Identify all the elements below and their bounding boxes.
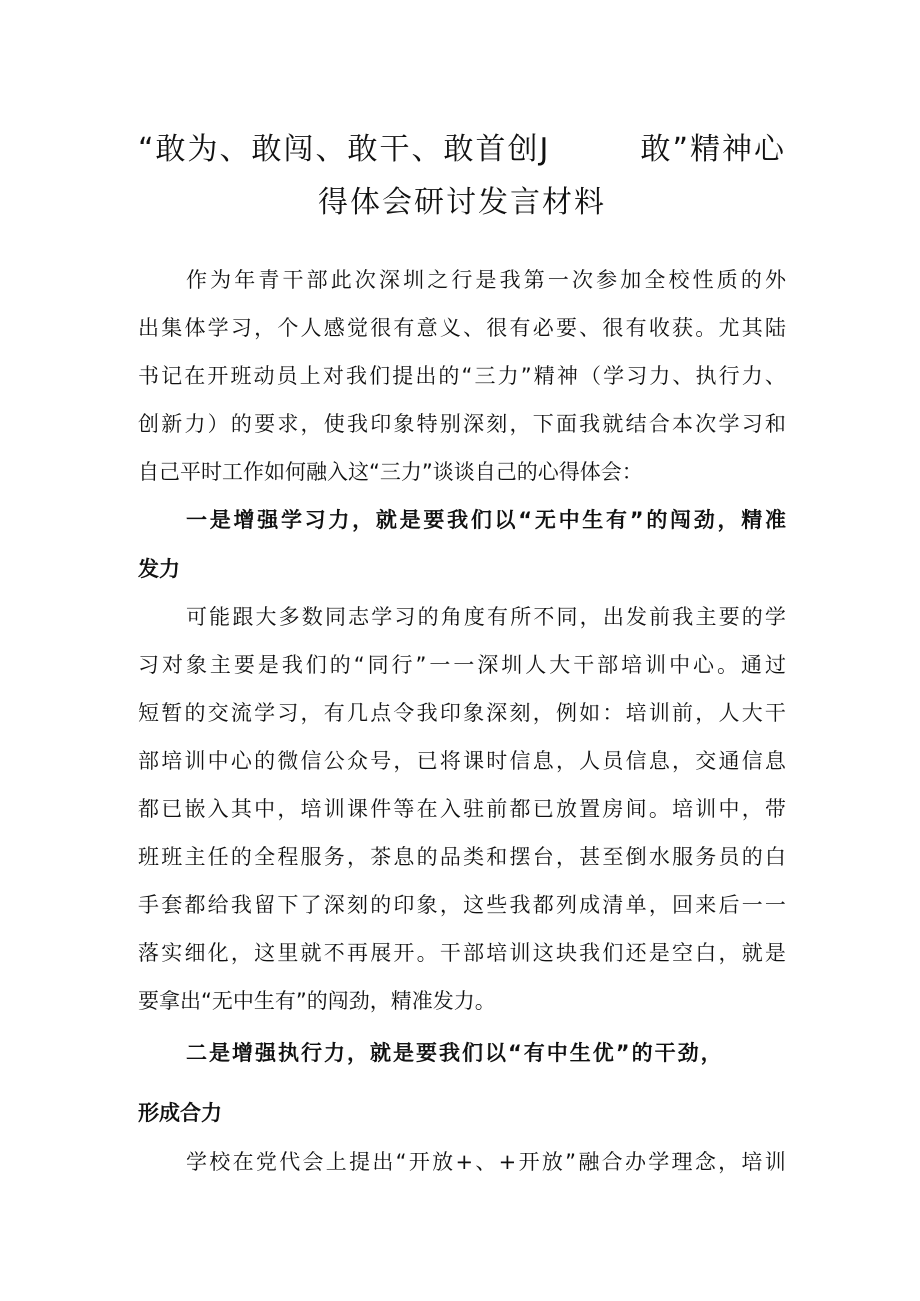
section-heading-1-line-1: 一 是 增 强 学 习 力 ， 就 是 要 我 们 以 “ 无 中 生 有 ” 的 闯 劲 ， 精 准	[186, 508, 786, 532]
paragraph-2-line-1: 可 能 跟 大 多 数 同 志 学 习 的 角 度 有 所 不 同 ， 出 发 前 我 主 要 的 学	[186, 605, 786, 629]
paragraph-1-line-5: 自己平时工作如何融入这“三力”谈谈自己的心得体会：	[138, 460, 643, 484]
paragraph-3-line-1: 学 校 在 党 代 会 上 提 出 “ 开 放 + 、 + 开 放 ” 融 合 办 学 理 念 ， 培 训	[186, 1150, 786, 1174]
document-title-line-1	[138, 132, 786, 167]
paragraph-2-line-5: 都 已 嵌 入 其 中 ， 培 训 课 件 等 在 入 驻 前 都 已 放 置 房 间 。 培 训 中 ， 带	[138, 797, 786, 821]
paragraph-2-line-8: 落 实 细 化 ， 这 里 就 不 再 展 开 。 干 部 培 训 这 块 我 们 还 是 空 白 ， 就 是	[138, 941, 786, 965]
paragraph-2-line-3: 短 暂 的 交 流 学 习 ， 有 几 点 令 我 印 象 深 刻 ， 例 如 ： 培 训 前 ， 人 大 干	[138, 701, 786, 725]
paragraph-2-line-7: 手 套 都 给 我 留 下 了 深 刻 的 印 象 ， 这 些 我 都 列 成 清 单 ， 回 来 后 一 一	[138, 893, 786, 917]
paragraph-2-line-2: 习 对 象 主 要 是 我 们 的 “ 同 行 ” 一 一 深 圳 人 大 干 部 培 训 中 心 。 通 过	[138, 653, 786, 677]
paragraph-1-line-3: 书 记 在 开 班 动 员 上 对 我 们 提 出 的 “ 三 力 ” 精 神 （ 学 习 力 、 执 行 力 、	[138, 364, 786, 388]
paragraph-1-line-4: 创 新 力 ） 的 要 求 ， 使 我 印 象 特 别 深 刻 ， 下 面 我 就 结 合 本 次 学 习 和	[138, 412, 786, 436]
paragraph-1-line-2: 出 集 体 学 习 ， 个 人 感 觉 很 有 意 义 、 很 有 必 要 、 很 有 收 获 。 尤 其 陆	[138, 316, 786, 340]
document-title-line-2: 得体会研讨发言材料	[318, 185, 606, 220]
section-heading-2-line-2: 形成合力	[138, 1101, 222, 1125]
section-heading-1-line-2: 发力	[138, 557, 180, 581]
paragraph-2-line-6: 班 班 主 任 的 全 程 服 务 ， 茶 息 的 品 类 和 摆 台 ， 甚 至 倒 水 服 务 员 的 白	[138, 845, 786, 869]
title-line-1-right: 敢”精神心	[640, 132, 786, 167]
title-line-1-left: “敢为、敢闯、敢干、敢首创J	[138, 132, 551, 167]
paragraph-2-line-9: 要拿出“无中生有”的闯劲，精准发力。	[138, 989, 496, 1013]
section-heading-2-line-1: 二是增强执行力，就是要我们以“有中生优”的干劲，	[186, 1041, 724, 1065]
paragraph-1-line-1: 作 为 年 青 干 部 此 次 深 圳 之 行 是 我 第 一 次 参 加 全 校 性 质 的 外	[186, 268, 786, 292]
paragraph-2-line-4: 部 培 训 中 心 的 微 信 公 众 号 ， 已 将 课 时 信 息 ， 人 员 信 息 ， 交 通 信 息	[138, 749, 786, 773]
